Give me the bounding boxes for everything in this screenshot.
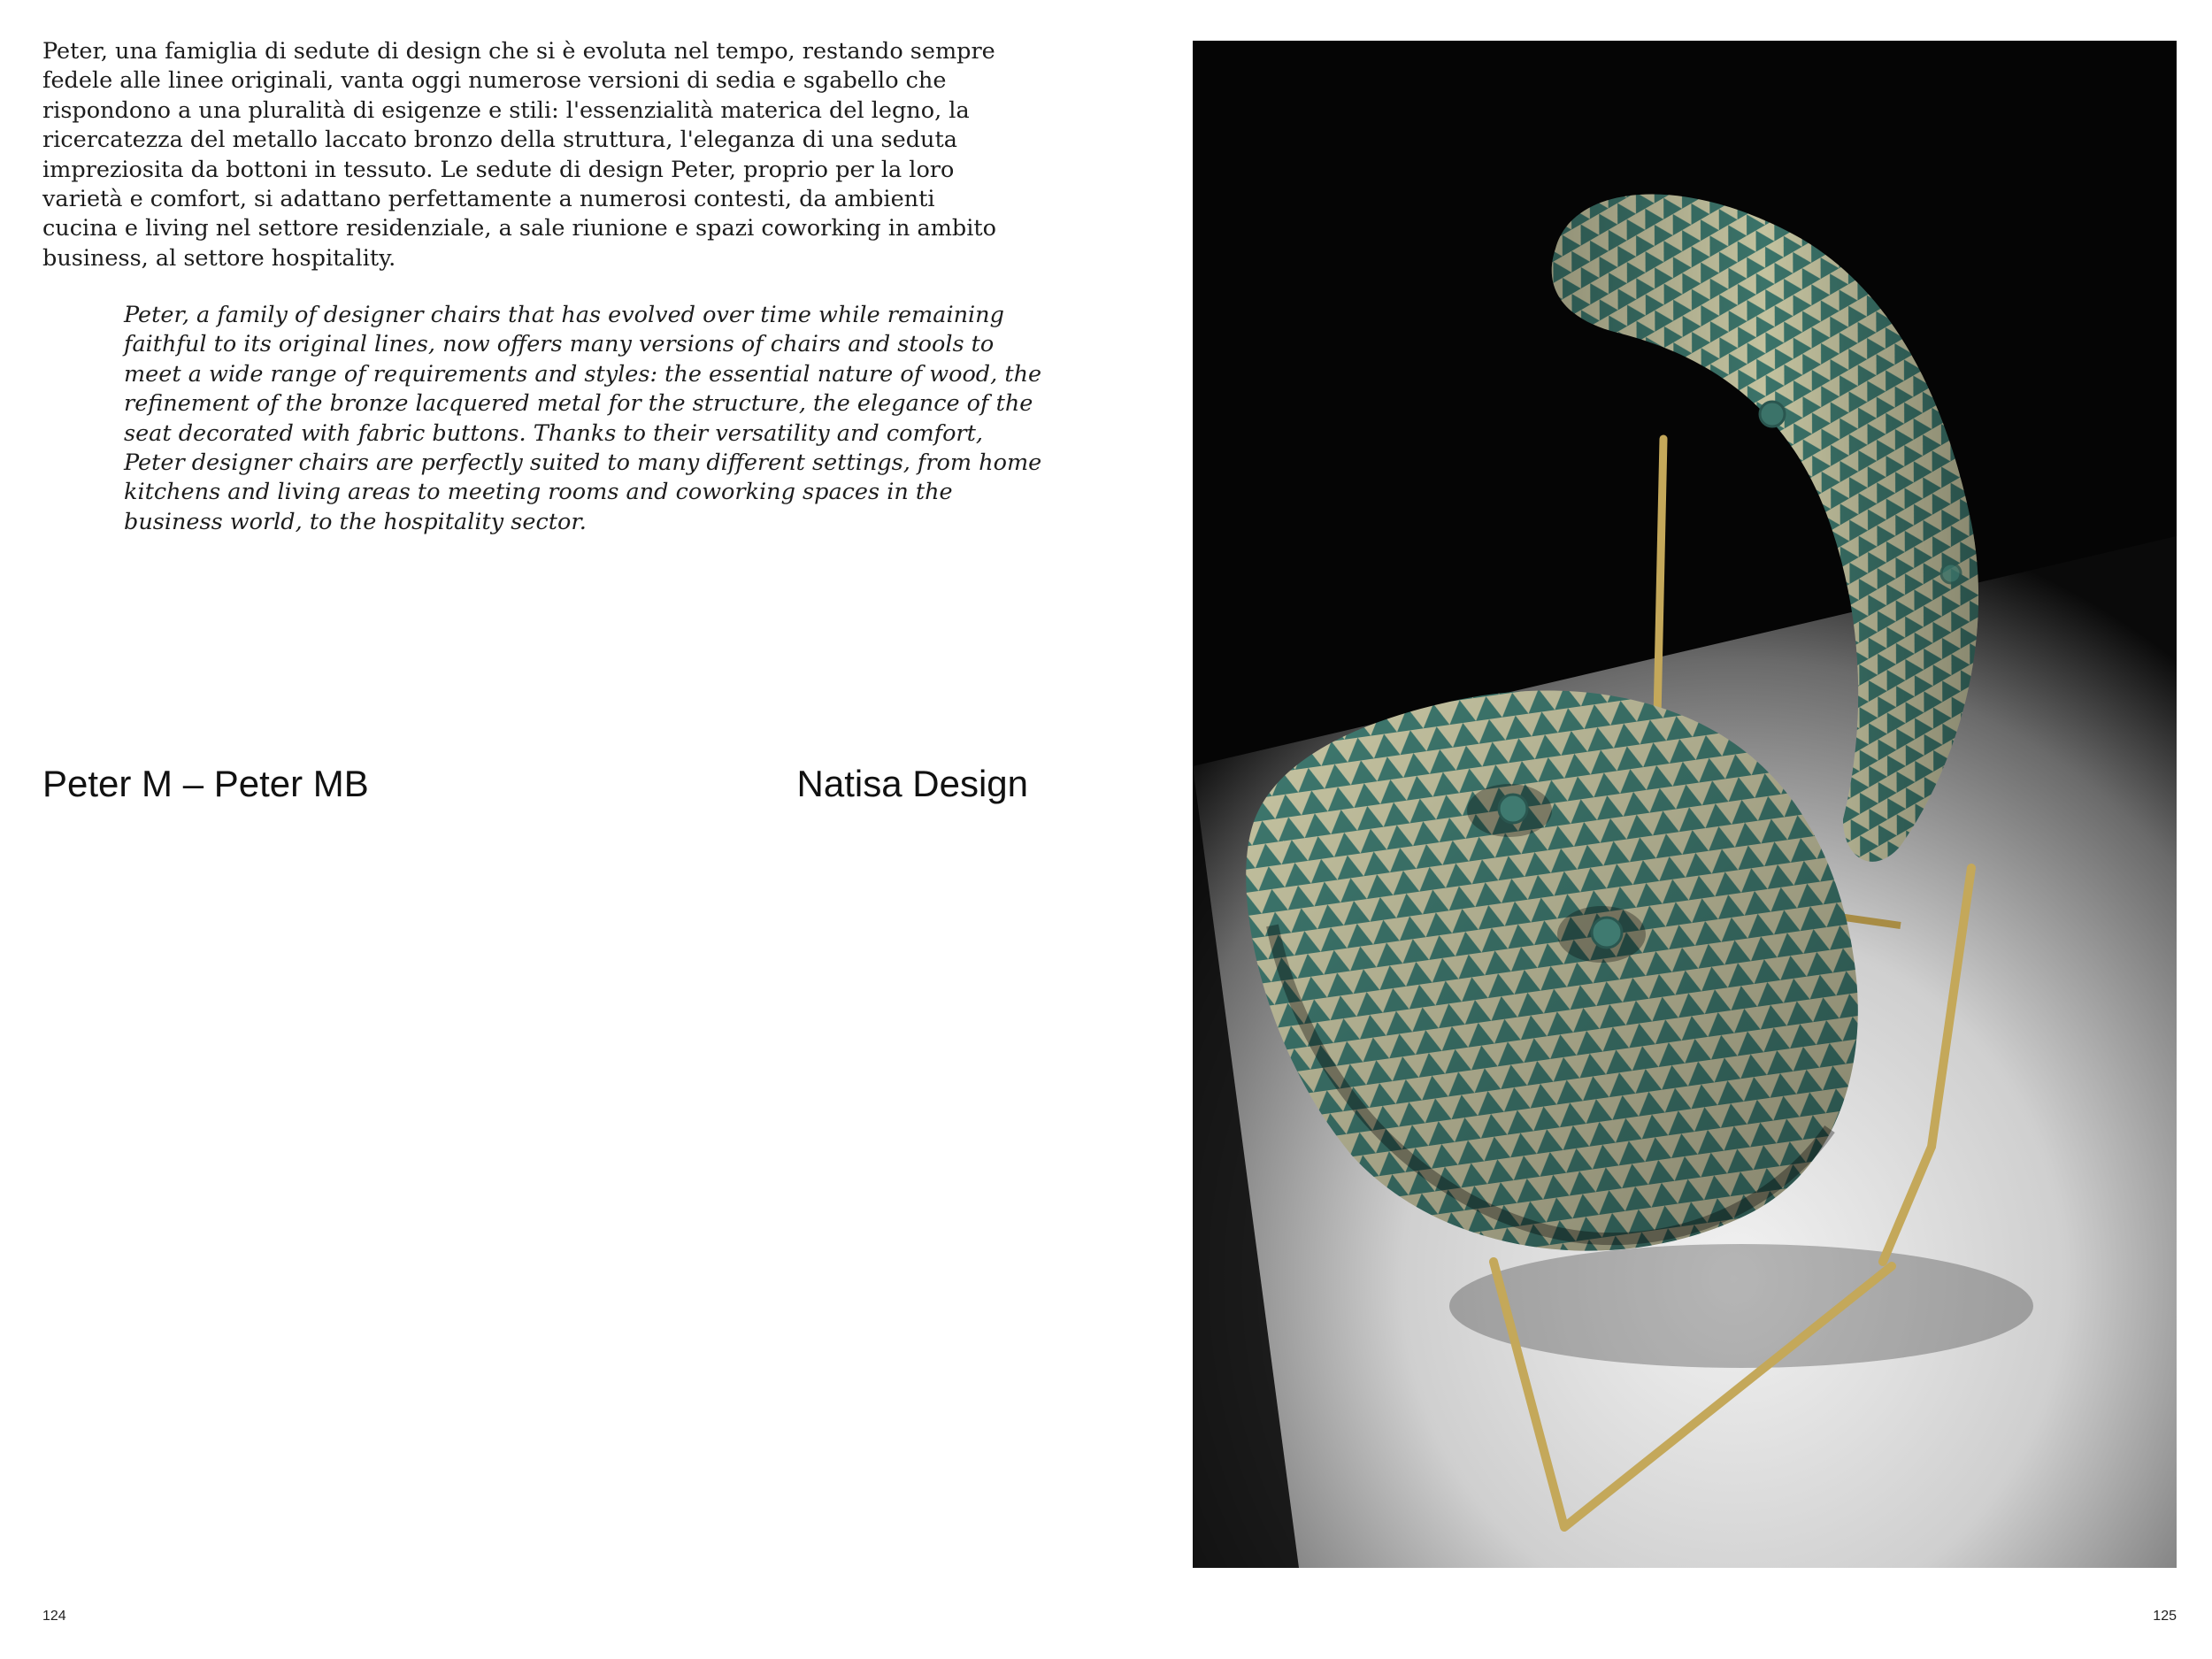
page-number-left: 124 <box>42 1609 66 1624</box>
description-english: Peter, a family of designer chairs that has evolved over time while remaining faithful to its original lines, now offers many versions of chairs and stools to meet a wide range of requirements and styles: the essential nature of wood, the refinement of the bronze lacquered metal for the structure, the elegance of the seat decorated with fabric buttons. Thanks to their versatility and comfort, Peter designer chairs are perfectly suited to many different settings, from home kitchens and living areas to meeting rooms and coworking spaces in the business world, to the hospitality sector. <box>124 302 1042 535</box>
designer-name: Natisa Design <box>796 763 1028 804</box>
right-page <box>1106 0 2212 1659</box>
product-name: Peter M – Peter MB <box>42 763 369 804</box>
description-italian: Peter, una famiglia di sedute di design che si è evoluta nel tempo, restando sempre fedele alle linee originali, vanta oggi numerose versioni di sedia e sgabello che rispondono a una pluralità di esigenze e stili: l'essenzialità materica del legno, la ricercatezza del metallo laccato bronzo della struttura, l'eleganza di una seduta impreziosita da bottoni in tessuto. Le sedute di design Peter, proprio per la loro varietà e comfort, si adattano perfettamente a numerosi contesti, da ambienti cucina e living nel settore residenziale, a sale riunione e spazi coworking in ambito business, al settore hospitality. <box>42 38 996 272</box>
product-photo <box>1193 41 2177 1568</box>
chair-illustration <box>1193 41 2177 1568</box>
page-number-right: 125 <box>2153 1609 2177 1624</box>
